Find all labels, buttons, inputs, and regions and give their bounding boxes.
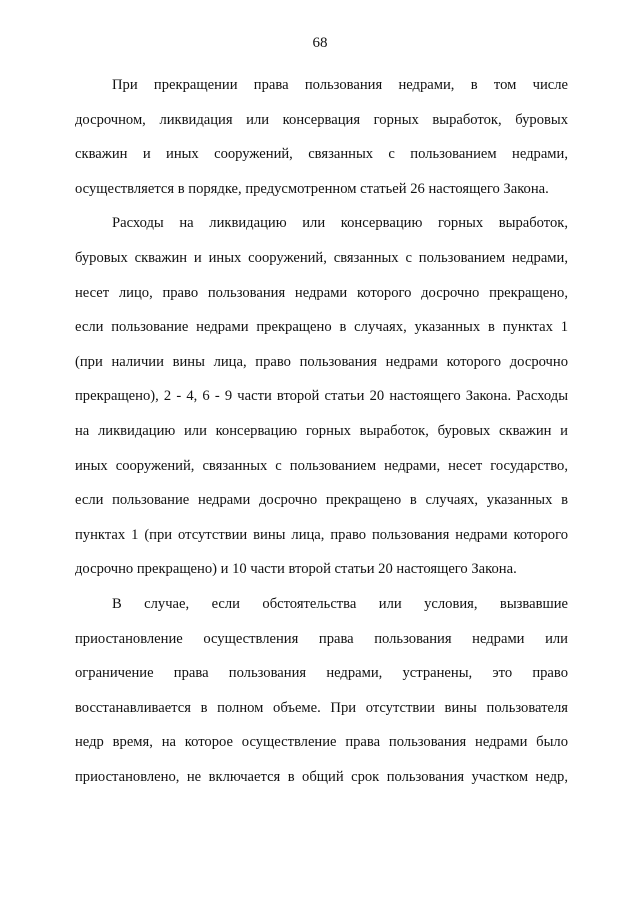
text-line: недр время, на которое осуществление права пользования недрами было [75,734,568,751]
text-line: восстанавливается в полном объеме. При отсутствии вины пользователя [75,699,568,716]
text-line: досрочном, ликвидация или консервация горных выработок, буровых [75,111,568,128]
text-line: на ликвидацию или консервацию горных выработок, буровых скважин и [75,422,568,439]
text-line: прекращено), 2 - 4, 6 - 9 части второй статьи 20 настоящего Закона. Расходы [75,388,568,405]
text-line: осуществляется в порядке, предусмотренном статьей 26 настоящего Закона. [75,180,549,197]
text-line: несет лицо, право пользования недрами которого досрочно прекращено, [75,284,568,301]
text-line: В случае, если обстоятельства или условия, вызвавшие [112,595,568,612]
text-line: приостановлено, не включается в общий срок пользования участком недр, [75,768,568,785]
text-line: пунктах 1 (при отсутствии вины лица, право пользования недрами которого [75,526,568,543]
text-line: буровых скважин и иных сооружений, связанных с пользованием недрами, [75,249,568,266]
paragraph-suspension [75,587,568,795]
text-line: При прекращении права пользования недрами, в том числе [112,77,568,93]
page-number: 68 [312,35,328,51]
paragraph-termination [75,68,568,206]
text-line: если пользование недрами досрочно прекращено в случаях, указанных в [75,492,568,509]
text-line: (при наличии вины лица, право пользования недрами которого досрочно [75,353,568,370]
text-line: если пользование недрами прекращено в случаях, указанных в пунктах 1 [75,319,568,336]
text-line: ограничение права пользования недрами, устранены, это право [75,665,568,682]
text-line: досрочно прекращено) и 10 части второй статьи 20 настоящего Закона. [75,561,517,578]
paragraph-expenses [75,206,568,587]
text-line: иных сооружений, связанных с пользованием недрами, несет государство, [75,457,568,474]
text-line: Расходы на ликвидацию или консервацию горных выработок, [112,215,568,232]
text-line: скважин и иных сооружений, связанных с пользованием недрами, [75,146,568,163]
text-line: приостановление осуществления права пользования недрами или [75,630,568,647]
body-text [75,68,568,794]
